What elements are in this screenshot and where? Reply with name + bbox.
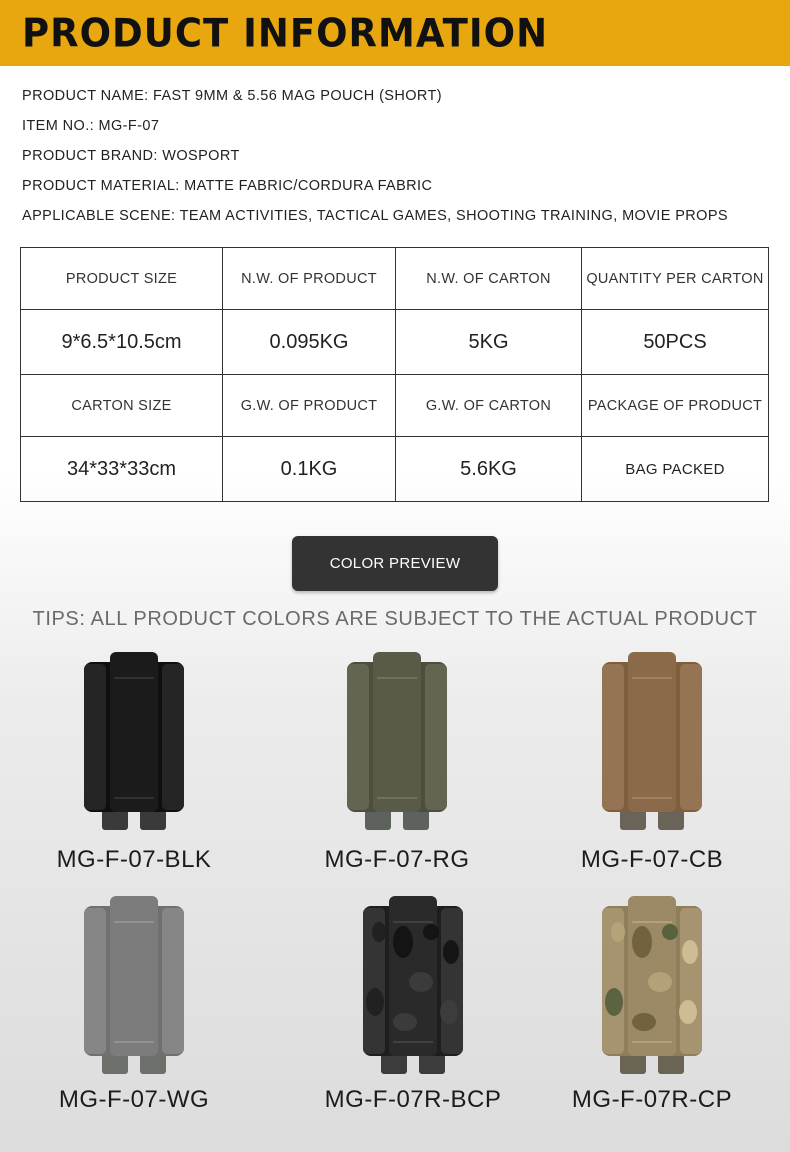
spec-header-cell: QUANTITY PER CARTON bbox=[582, 248, 769, 310]
camo-spot bbox=[648, 972, 672, 992]
product-card[interactable] bbox=[4, 648, 264, 873]
pouch-front-sleeve bbox=[110, 652, 158, 812]
spec-header-cell: N.W. OF CARTON bbox=[396, 248, 582, 310]
camo-spot bbox=[679, 1000, 697, 1024]
header-banner bbox=[0, 0, 790, 66]
camo-spot bbox=[605, 988, 623, 1016]
product-material: PRODUCT MATERIAL: MATTE FABRIC/CORDURA FABRIC bbox=[22, 178, 433, 194]
spec-header-row bbox=[21, 375, 769, 437]
product-info-list bbox=[22, 86, 728, 236]
product-card[interactable] bbox=[4, 892, 264, 1113]
page-title: PRODUCT INFORMATION bbox=[22, 10, 549, 57]
pouch-sleeve-left bbox=[602, 664, 624, 810]
pouch-image bbox=[333, 892, 493, 1082]
product-code: MG-F-07R-CP bbox=[571, 1086, 733, 1113]
product-code: MG-F-07-CB bbox=[580, 846, 724, 873]
camo-spot bbox=[632, 1013, 656, 1031]
spec-header-cell: G.W. OF CARTON bbox=[396, 375, 582, 437]
product-brand: PRODUCT BRAND: WOSPORT bbox=[22, 148, 240, 164]
product-code: MG-F-07-RG bbox=[324, 846, 470, 873]
spec-header-cell: N.W. OF PRODUCT bbox=[223, 248, 396, 310]
spec-value-cell: BAG PACKED bbox=[582, 437, 769, 502]
spec-header-cell: PACKAGE OF PRODUCT bbox=[582, 375, 769, 437]
pouch-sleeve-right bbox=[441, 908, 463, 1054]
camo-spot bbox=[393, 926, 413, 958]
camo-spot bbox=[682, 940, 698, 964]
spec-table bbox=[20, 247, 769, 502]
product-card[interactable] bbox=[522, 892, 782, 1113]
pouch-image bbox=[54, 892, 214, 1082]
pouch-sleeve-right bbox=[680, 664, 702, 810]
spec-header-cell: G.W. OF PRODUCT bbox=[223, 375, 396, 437]
spec-value-cell: 5.6KG bbox=[396, 437, 582, 502]
product-code: MG-F-07-WG bbox=[58, 1086, 210, 1113]
applicable-scene: APPLICABLE SCENE: TEAM ACTIVITIES, TACTICAL GAMES, SHOOTING TRAINING, MOVIE PROPS bbox=[22, 208, 728, 224]
spec-value-cell: 50PCS bbox=[582, 310, 769, 375]
pouch-sleeve-left bbox=[347, 664, 369, 810]
product-card[interactable] bbox=[267, 648, 527, 873]
pouch-sleeve-right bbox=[680, 908, 702, 1054]
spec-value-cell: 0.1KG bbox=[223, 437, 396, 502]
pouch-image bbox=[54, 648, 214, 838]
pouch-image bbox=[572, 648, 732, 838]
camo-spot bbox=[443, 940, 459, 964]
tips-text: TIPS: ALL PRODUCT COLORS ARE SUBJECT TO THE ACTUAL PRODUCT bbox=[32, 608, 758, 630]
camo-spot bbox=[409, 972, 433, 992]
camo-spot bbox=[611, 922, 625, 942]
item-number: ITEM NO.: MG-F-07 bbox=[22, 118, 160, 134]
pouch-image bbox=[317, 648, 477, 838]
pouch-front-sleeve bbox=[628, 652, 676, 812]
product-code: MG-F-07R-BCP bbox=[324, 1086, 502, 1113]
pouch-sleeve-right bbox=[425, 664, 447, 810]
spec-value-row bbox=[21, 437, 769, 502]
spec-value-cell: 34*33*33cm bbox=[21, 437, 223, 502]
pouch-sleeve-left bbox=[84, 664, 106, 810]
spec-header-cell: PRODUCT SIZE bbox=[21, 248, 223, 310]
camo-spot bbox=[366, 988, 384, 1016]
camo-spot bbox=[372, 922, 386, 942]
spec-value-row bbox=[21, 310, 769, 375]
camo-spot bbox=[632, 926, 652, 958]
spec-value-cell: 5KG bbox=[396, 310, 582, 375]
spec-header-row bbox=[21, 248, 769, 310]
spec-value-cell: 0.095KG bbox=[223, 310, 396, 375]
pouch-sleeve-right bbox=[162, 664, 184, 810]
camo-spot bbox=[393, 1013, 417, 1031]
camo-spot bbox=[662, 924, 678, 940]
pouch-front-sleeve bbox=[110, 896, 158, 1056]
product-code: MG-F-07-BLK bbox=[56, 846, 212, 873]
camo-spot bbox=[423, 924, 439, 940]
spec-header-cell: CARTON SIZE bbox=[21, 375, 223, 437]
pouch-image bbox=[572, 892, 732, 1082]
product-card[interactable] bbox=[283, 892, 543, 1113]
color-preview-button[interactable]: COLOR PREVIEW bbox=[292, 536, 498, 591]
pouch-front-sleeve bbox=[373, 652, 421, 812]
product-name: PRODUCT NAME: FAST 9MM & 5.56 MAG POUCH (SHORT) bbox=[22, 88, 443, 104]
pouch-sleeve-right bbox=[162, 908, 184, 1054]
product-card[interactable] bbox=[522, 648, 782, 873]
pouch-sleeve-left bbox=[84, 908, 106, 1054]
camo-spot bbox=[440, 1000, 458, 1024]
spec-value-cell: 9*6.5*10.5cm bbox=[21, 310, 223, 375]
